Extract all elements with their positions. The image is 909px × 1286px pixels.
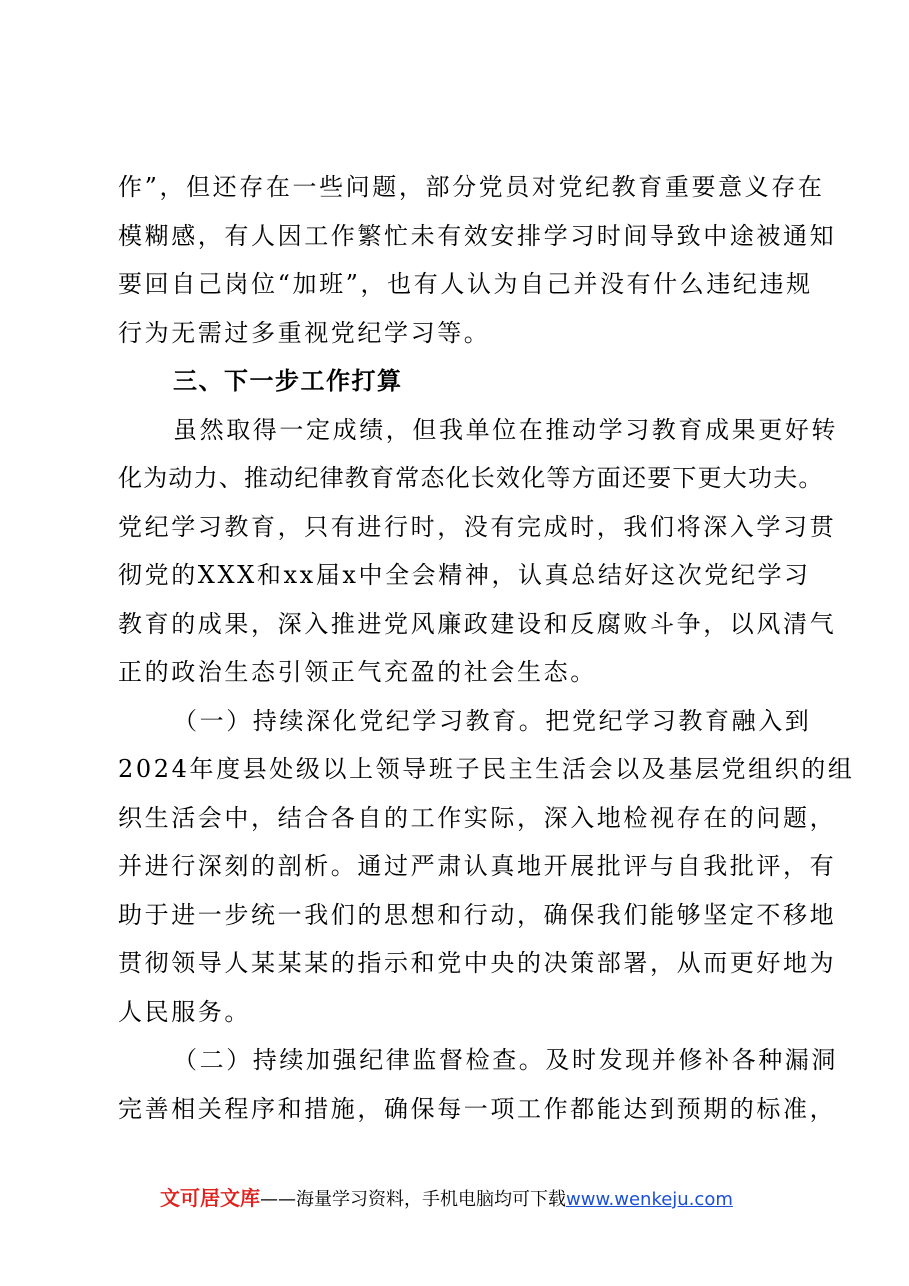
body-line: 2024年度县处级以上领导班子民主生活会以及基层党组织的组 bbox=[118, 755, 855, 783]
subsection-paragraph-start: （一）持续深化党纪学习教育。把党纪学习教育融入到 bbox=[173, 706, 812, 735]
body-line: 贯彻领导人某某某的指示和党中央的决策部署，从而更好地为 bbox=[118, 949, 837, 977]
body-line: 行为无需过多重视党纪学习等。 bbox=[118, 318, 491, 347]
body-line: 助于进一步统一我们的思想和行动，确保我们能够坚定不移地 bbox=[118, 900, 837, 929]
footer-banner bbox=[160, 1182, 733, 1211]
footer-tagline: ——海量学习资料，手机电脑均可下载 bbox=[260, 1189, 566, 1210]
body-line: 人民服务。 bbox=[118, 997, 251, 1026]
document-body bbox=[118, 163, 855, 1133]
body-line: 正的政治生态引领正气充盈的社会生态。 bbox=[118, 658, 597, 686]
footer-brand: 文可居文库 bbox=[160, 1186, 260, 1210]
body-line: 教育的成果，深入推进党风廉政建设和反腐败斗争，以风清气 bbox=[118, 609, 837, 638]
footer-url-link[interactable]: www.wenkeju.com bbox=[566, 1189, 733, 1210]
body-line: 织生活会中，结合各自的工作实际，深入地检视存在的问题， bbox=[118, 803, 837, 832]
body-line: 虽然取得一定成绩，但我单位在推动学习教育成果更好转 bbox=[173, 415, 838, 444]
body-line: 模糊感，有人因工作繁忙未有效安排学习时间导致中途被通知 bbox=[118, 221, 837, 250]
body-line: 党纪学习教育，只有进行时，没有完成时，我们将深入学习贯 bbox=[118, 512, 837, 541]
body-line: 作”，但还存在一些问题，部分党员对党纪教育重要意义存在 bbox=[118, 173, 825, 201]
body-line: 完善相关程序和措施，确保每一项工作都能达到预期的标准， bbox=[118, 1094, 837, 1123]
body-line: 要回自己岗位“加班”，也有人认为自己并没有什么违纪违规 bbox=[118, 270, 813, 298]
section-heading: 三、下一步工作打算 bbox=[173, 367, 403, 395]
body-line: 彻党的XXX和xx届x中全会精神，认真总结好这次党纪学习 bbox=[118, 561, 811, 589]
body-line: 化为动力、推动纪律教育常态化长效化等方面还要下更大功夫。 bbox=[118, 464, 824, 492]
subsection-paragraph-start: （二）持续加强纪律监督检查。及时发现并修补各种漏洞 bbox=[173, 1046, 838, 1074]
body-line: 并进行深刻的剖析。通过严肃认真地开展批评与自我批评，有 bbox=[118, 852, 837, 880]
